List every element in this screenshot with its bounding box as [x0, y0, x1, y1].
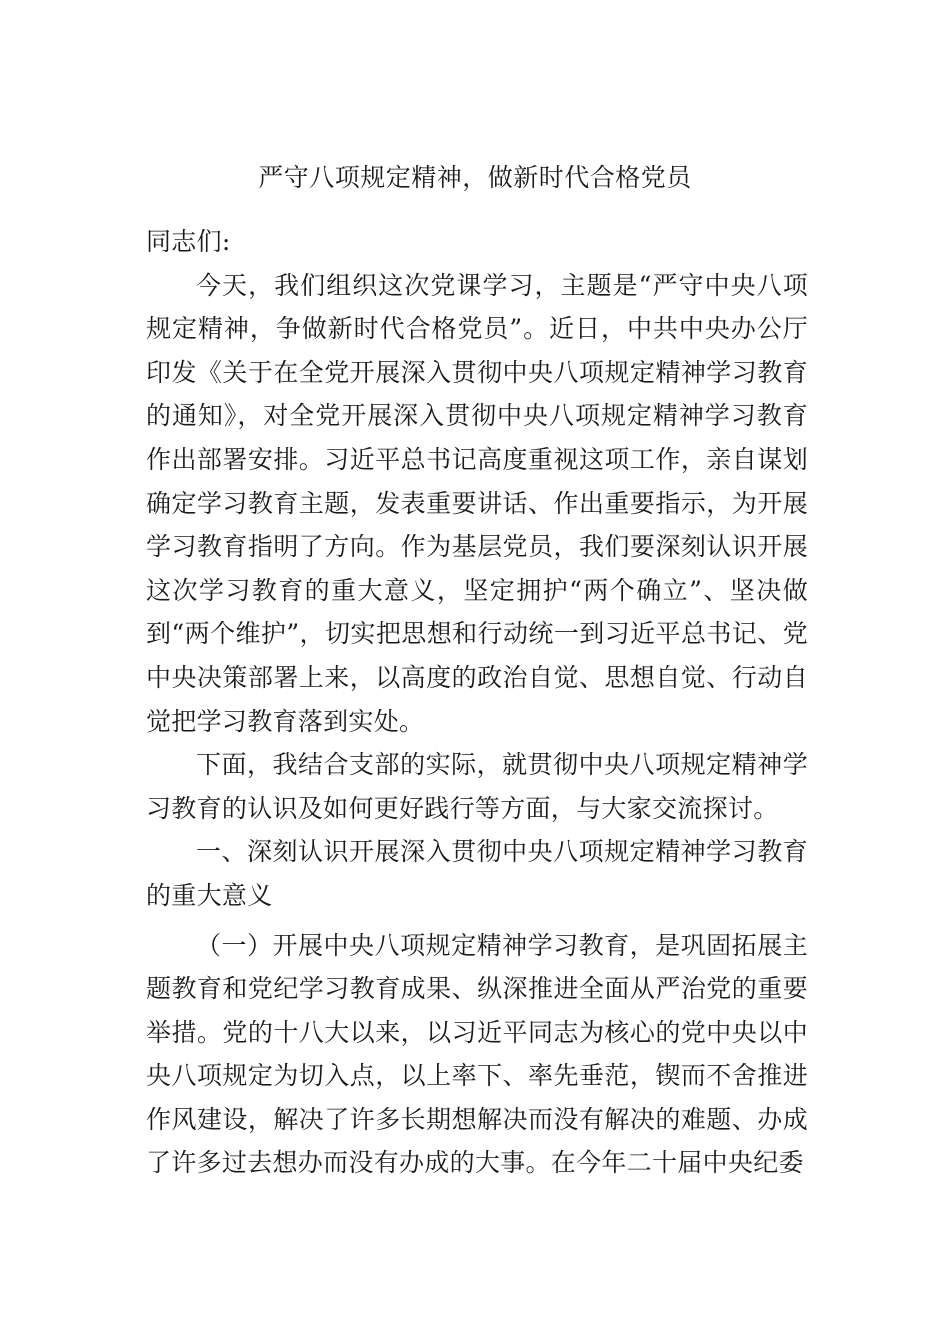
document-body [146, 220, 808, 1185]
paragraph-intro: 今天，我们组织这次党课学习，主题是“严守中央八项规定精神，争做新时代合格党员”。近日，中共中央办公厅印发《关于在全党开展深入贯彻中央八项规定精神学习教育的通知》，对全党开展深入贯彻中央八项规定精神学习教育作出部署安排。习近平总书记高度重视这项工作，亲自谋划确定学习教育主题，发表重要讲话、作出重要指示，为开展学习教育指明了方向。作为基层党员，我们要深刻认识开展这次学习教育的重大意义，坚定拥护“两个确立”、坚决做到“两个维护”，切实把思想和行动统一到习近平总书记、党中央决策部署上来，以高度的政治自觉、思想自觉、行动自觉把学习教育落到实处。 [146, 270, 808, 736]
salutation: 同志们: [146, 227, 231, 256]
paragraph-overview: 下面，我结合支部的实际，就贯彻中央八项规定精神学习教育的认识及如何更好践行等方面，与大家交流探讨。 [146, 750, 808, 823]
subsection-1: （一）开展中央八项规定精神学习教育，是巩固拓展主题教育和党纪学习教育成果、纵深推进全面从严治党的重要举措。党的十八大以来，以习近平同志为核心的党中央以中央八项规定为切入点，以上率下、率先垂范，锲而不舍推进作风建设，解决了许多长期想解决而没有解决的难题、办成了许多过去想办而没有办成的大事。在今年二十届中央纪委 [146, 930, 808, 1178]
document-title: 严守八项规定精神，做新时代合格党员 [258, 163, 692, 192]
section-heading-1: 一、深刻认识开展深入贯彻中央八项规定精神学习教育的重大意义 [146, 837, 808, 910]
